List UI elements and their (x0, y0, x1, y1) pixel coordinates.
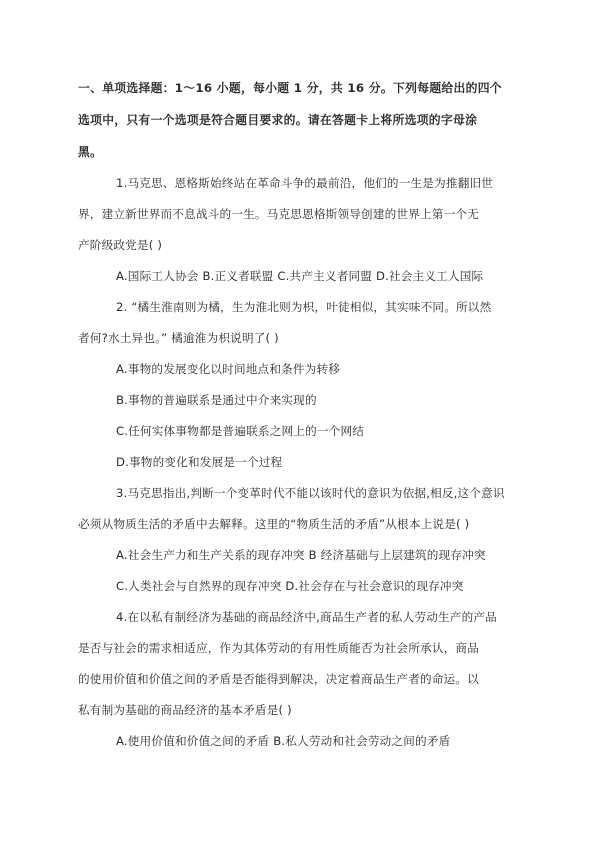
question-3-stem-line-2: 必须从物质生活的矛盾中去解释。这里的“物质生活的矛盾”从根本上说是( ) (78, 517, 470, 531)
question-4-options: A.使用价值和价值之间的矛盾 B.私人劳动和社会劳动之间的矛盾 (116, 734, 451, 748)
question-2-option-b: B.事物的普遍联系是通过中介来实现的 (116, 393, 317, 407)
question-2-stem-line-1: 2. “橘生淮南则为橘，生为淮北则为枳，叶徒相似，其实味不同。所以然 (116, 300, 492, 314)
section-heading-line-1: 一、单项选择题：1～16 小题，每小题 1 分，共 16 分。下列每题给出的四个 (78, 81, 502, 95)
question-2-stem-line-2: 者何?水土异也。” 橘逾淮为枳说明了( ) (78, 331, 279, 345)
question-1-options: A.国际工人协会 B.正义者联盟 C.共产主义者同盟 D.社会主义工人国际 (116, 269, 484, 283)
section-heading-line-2: 选项中，只有一个选项是符合题目要求的。请在答题卡上将所选项的字母涂 (78, 113, 478, 127)
question-3-stem-line-1: 3.马克思指出,判断一个变革时代不能以该时代的意识为依据,相反,这个意识 (116, 486, 505, 500)
question-4-stem-line-3: 的使用价值和价值之间的矛盾是否能得到解决，决定着商品生产者的命运。以 (78, 672, 479, 686)
question-3-options-line-1: A.社会生产力和生产关系的现存冲突 B 经济基础与上层建筑的现存冲突 (116, 548, 486, 562)
question-1-stem-line-2: 界，建立新世界而不息战斗的一生。马克思恩格斯领导创建的世界上第一个无 (78, 207, 479, 221)
question-1-stem-line-3: 产阶级政党是( ) (78, 238, 163, 252)
question-2-option-c: C.任何实体事物都是普遍联系之网上的一个网结 (116, 424, 365, 438)
question-3-options-line-2: C.人类社会与自然界的现存冲突 D.社会存在与社会意识的现存冲突 (116, 579, 464, 593)
question-4-stem-line-4: 私有制为基础的商品经济的基本矛盾是( ) (78, 703, 292, 717)
question-2-option-d: D.事物的变化和发展是一个过程 (116, 455, 283, 469)
question-2-option-a: A.事物的发展变化以时间地点和条件为转移 (116, 362, 341, 376)
section-heading-line-3: 黑。 (78, 145, 103, 159)
question-4-stem-line-2: 是否与社会的需求相适应，作为其体劳动的有用性质能否为社会所承认，商品 (78, 641, 479, 655)
question-4-stem-line-1: 4.在以私有制经济为基础的商品经济中,商品生产者的私人劳动生产的产品 (116, 610, 497, 624)
question-1-stem-line-1: 1.马克思、恩格斯始终站在革命斗争的最前沿，他们的一生是为推翻旧世 (116, 176, 494, 190)
